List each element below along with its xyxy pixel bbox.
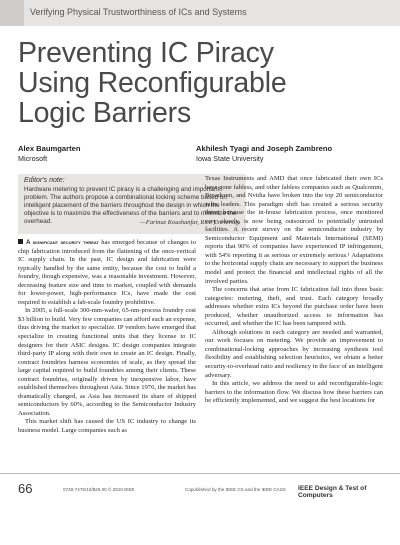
body-column-right: [205, 175, 383, 406]
page-number: 66: [18, 481, 33, 496]
body-column-left: [18, 239, 196, 436]
paragraph: The concerns that arise from IC fabrication fall into three basic categories: metering, theft, and trust. Each category broadly addresses whether extra ICs beyond the purchase order have been produced, whether unauthorized access to information has occurred, and whether the IC has been tampered with.: [205, 286, 383, 328]
running-header: Verifying Physical Trustworthiness of ICs and Systems: [30, 7, 247, 17]
paragraph: This market shift has caused the US IC industry to change its business model. Large companies such as: [18, 418, 196, 435]
paragraph: In this article, we address the need to add reconfigurable-logic barriers to the information flow. We discuss how these barriers can be efficiently implemented, and we suggest the best locations for: [205, 380, 383, 405]
title-line-2: Using Reconfigurable: [18, 67, 287, 99]
author-affiliation: Iowa State University: [196, 154, 264, 163]
author-block-2: [196, 144, 332, 163]
article-title: [18, 38, 378, 128]
footer-copublished: Copublished by the IEEE CS and the IEEE CASS: [185, 487, 286, 492]
header-accent-block: [0, 0, 24, 26]
author-block-1: [18, 144, 80, 163]
paragraph: Although solutions in each category are needed and warranted, our work focuses on metering. We provide an improvement to combinational-locking approaches by increasing synthesis tool flexibility and establishing selection heuristics, we obtain a better security-to-overhead ratio and resiliency in the face of an intelligent adversary.: [205, 328, 383, 379]
author-affiliation: Microsoft: [18, 154, 48, 163]
footer-copyright-code: 0740-7475/10/$26.00 © 2010 IEEE: [63, 487, 135, 492]
section-marker-icon: [18, 239, 23, 244]
paragraph: [18, 239, 196, 307]
editors-note-body: Hardware metering to prevent IC piracy is a challenging and important problem. The authors propose a combinational locking scheme based on intelligent placement of the barriers throughout the design in which the objective is to maximize the effectiveness of the barriers and to minimize the overhead.: [24, 186, 237, 225]
footer-rule: [0, 473, 400, 474]
magazine-name: IEEE Design & Test of Computers: [298, 485, 367, 499]
author-name: Alex Baumgarten: [18, 144, 81, 153]
paragraph: Texas Instruments and AMD that once fabricated their own ICs have gone fabless, and other fabless companies such as Qualcomm, Broadcom, and Nvidia have broken into the top 20 semiconductor sales leaders. This paradigm shift has created a serious security threat because the in-house fabrication process, once monitored very closely, is now being outsourced to potentially untrusted facilities. A recent survey on the semiconductor industry by Semiconductor Equipment and Materials International (SEMI) reports that 90% of companies have experienced IP infringement, with 54% reporting it as serious or extremely serious.¹ Adaptations to the horizontal supply chain are necessary to support the business model and protect the financial and intellectual rights of all the involved parties.: [205, 175, 383, 285]
title-line-1: Preventing IC Piracy: [18, 37, 274, 69]
author-name: Akhilesh Tyagi and Joseph Zambreno: [196, 144, 333, 153]
editors-note-heading: Editor's note:: [24, 177, 65, 184]
paragraph: In 2005, a full-scale 300-mm-wafer, 65-nm-process foundry cost $3 billion to build. Very few companies can afford such an expense, thus driving the market to specialize. IP vendors have emerged that specialize in creating functional units that they license to IC designers for their ASIC designs. IC design companies integrate third-party IP along with their own to create an IC design. Finally, contract foundries harness economies of scale, as they spread the large capital required to build foundries among their clients. These contract foundries, originally driven by inexpensive labor, have established themselves throughout Asia. Since 1976, the market has dramatically changed, as Asia has increased its share of shipped semiconductors by 60%, according to the Semiconductor Industry Association.: [18, 307, 196, 417]
lead-in-caps: A significant security threat: [26, 239, 99, 246]
editors-note-signature: —Farinaz Koushanfar, Rice University: [140, 219, 240, 226]
paragraph-text: has emerged because of changes to chip fabrication introduced from the flattening of the once-vertical IC supply chain. In the past, IC design and fabrication were typically handled by the same entity, because the cost to build a foundry, though expensive, was a reasonable investment. However, decreasing feature size and time to market, coupled with demands for lower-power, high-performance ICs, have made the cost required to establish a fab-scale foundry prohibitive.: [18, 239, 196, 306]
title-line-3: Logic Barriers: [18, 97, 192, 129]
